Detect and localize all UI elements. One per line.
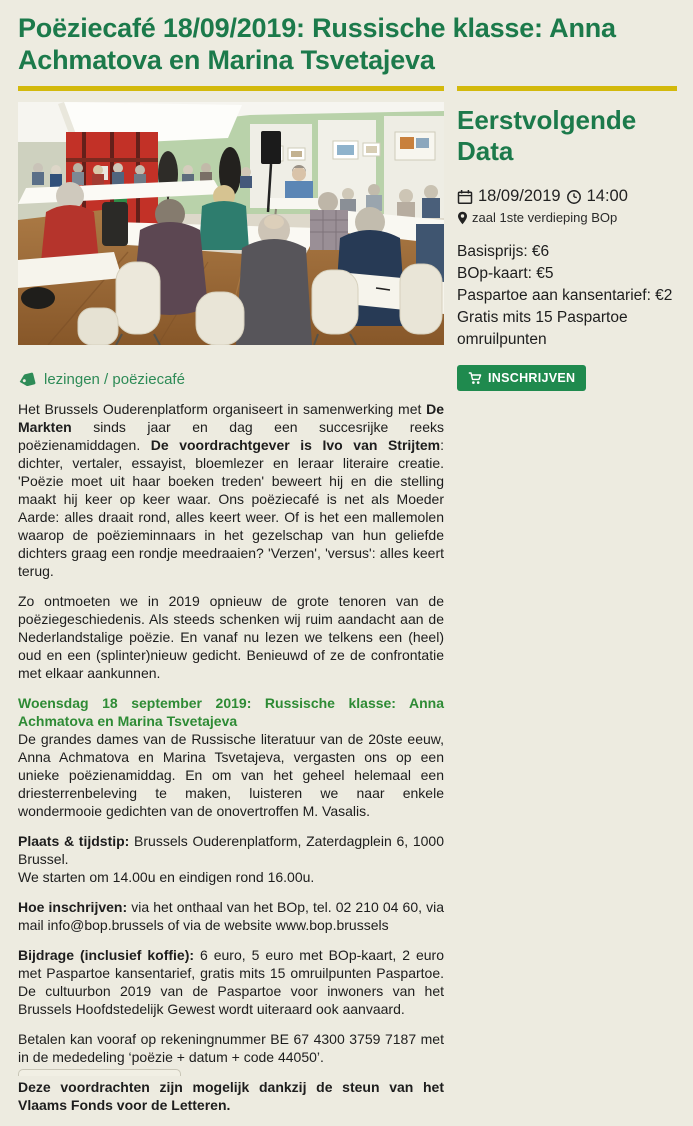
paragraph: Het Brussels Ouderenplatform organiseert in samenwerking met De Markten sinds jaar en dag een succesrijke reeks poëzienamiddagen. De voordrachtgever is Ivo van Strijtem: dichter, vertaler, essayist, bloemlezer en leraar literaire creatie. 'Poëzie moet uit haar boeken treden' beweert hij en die stelling maakt hij keer op keer waar. Ons poëziecafé is net als Moeder Aarde: alles draait rond, alles keert weer. Of is het een mallemolen waarop de poëzieminnaars in het gezelschap van hun geliefde dichters graag een rondje meedraaien? 'Verzen', 'versus': alles keert terug. [18, 401, 444, 579]
main-column [18, 86, 444, 1126]
clock-icon [566, 189, 582, 205]
meeting-room-photo-illustration [18, 102, 444, 345]
paragraph: Betalen kan vooraf op rekeningnummer BE 67 4300 3759 7187 met in de mededeling ‘poëzie + datum + code 44050’. [18, 1031, 444, 1065]
paragraph: Bijdrage (inclusief koffie): 6 euro, 5 euro met BOp-kaart, 2 euro met Paspartoe kansentarief, gratis mits 15 omruilpunten Paspartoe. De cultuurbon 2019 van de Paspartoe voor inwoners van het Brussels Hoofdstedelijk Gewest wordt uiteraard ook aanvaard. [18, 947, 444, 1017]
tag-icon [18, 372, 36, 388]
paragraph: Deze voordrachten zijn mogelijk dankzij de steun van het Vlaams Fonds voor de Letteren. [18, 1079, 444, 1113]
gold-divider-right [457, 86, 677, 91]
page-title: Poëziecafé 18/09/2019: Russische klasse: Anna Achmatova en Marina Tsvetajeva [18, 13, 616, 75]
price-line: Gratis mits 15 Paspartoe omruilpunten [457, 309, 628, 348]
paragraph: Hoe inschrijven: via het onthaal van het BOp, tel. 02 210 04 60, via mail info@bop.brussels of via de website www.bop.brussels [18, 899, 444, 933]
event-datetime [457, 187, 677, 206]
event-location [457, 210, 677, 225]
paragraph: Zo ontmoeten we in 2019 opnieuw de grote tenoren van de poëziegeschiedenis. Als steeds schenken wij ruim aandacht aan de Nederlandstalige poëzie. En vanaf nu lezen we telkens een (heel) oud en een (splinter)nieuw gedicht. Benieuwd of ze de confrontatie met elkaar aankunnen. [18, 593, 444, 681]
sidebar [457, 86, 677, 391]
event-photo [18, 102, 444, 345]
category-tags [18, 371, 444, 388]
event-time: 14:00 [586, 187, 628, 205]
content-columns [18, 86, 677, 1126]
gold-divider-left [18, 86, 444, 91]
article-body [18, 400, 444, 1114]
shopping-cart-icon [468, 372, 482, 385]
price-list [457, 241, 677, 351]
paragraph: Woensdag 18 september 2019: Russische klasse: Anna Achmatova en Marina Tsvetajeva De grandes dames van de Russische literatuur van de 20ste eeuw, Anna Achmatova en Marina Tsvetajeva, vergasten ons op een unieke poëzienamiddag. En om van het geheel helemaal een driesterrenbeleving te maken, luisteren we naar enkele wondermooie gedichten van de onovertroffen M. Vasalis. [18, 695, 444, 819]
paragraph: Plaats & tijdstip: Brussels Ouderenplatform, Zaterdagplein 6, 1000 Brussel. We starten om 14.00u en eindigen rond 16.00u. [18, 833, 444, 885]
price-line: Paspartoe aan kansentarief: €2 [457, 287, 673, 304]
calendar-icon [457, 189, 473, 205]
event-location-label: zaal 1ste verdieping BOp [472, 210, 618, 225]
sidebar-heading: Eerstvolgende Data [457, 105, 637, 166]
inschrijven-button[interactable] [457, 365, 586, 391]
event-date: 18/09/2019 [478, 187, 561, 205]
next-section-cutoff [18, 1069, 181, 1076]
price-line: Basisprijs: €6 [457, 243, 550, 260]
tag-link[interactable]: lezingen / poëziecafé [44, 371, 185, 388]
inschrijven-button-label: INSCHRIJVEN [488, 371, 576, 385]
price-line: BOp-kaart: €5 [457, 265, 554, 282]
location-pin-icon [457, 211, 468, 225]
